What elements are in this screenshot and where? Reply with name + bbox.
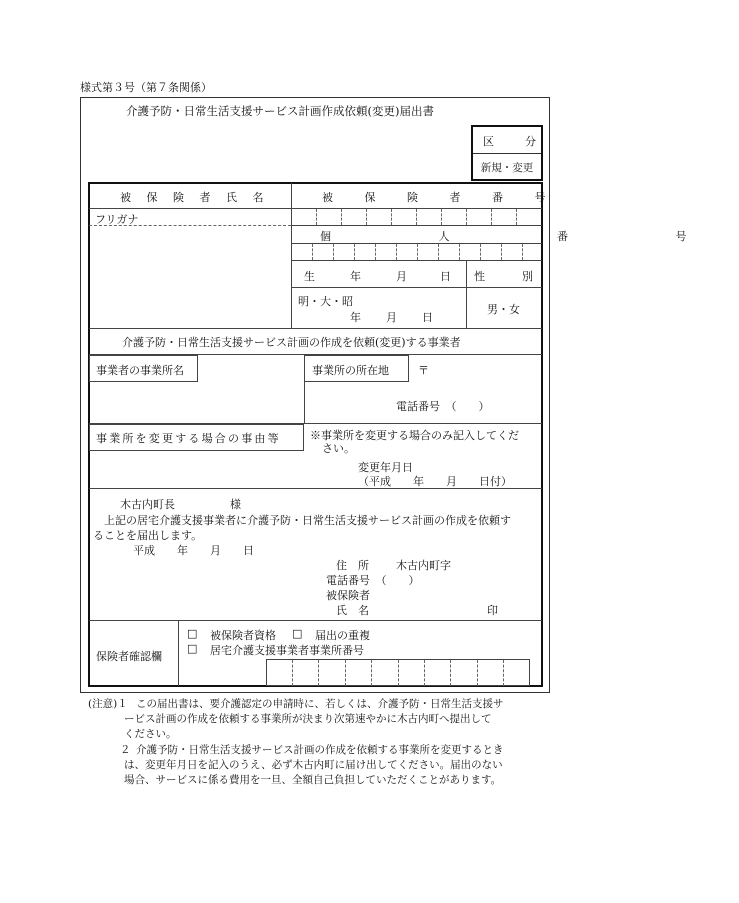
personal-number-header: 個 人 番 号 [320,230,739,243]
furigana-label: フリガナ [95,213,139,226]
item-duplicate: 届出の重複 [315,629,370,642]
applicant-phone[interactable]: 電話番号 （ ） [326,574,420,587]
insured-name-field[interactable] [92,226,288,326]
checkbox-duplicate[interactable]: □ [292,627,303,640]
birth-header-hi: 日 [440,270,451,283]
change-reason-field[interactable] [92,453,342,485]
applicant-insured-label: 被保険者 [326,589,370,602]
note1-line3: ください。 [124,728,177,740]
provider-section-header: 介護予防・日常生活支援サービス計画の作成を依頼(変更)する事業者 [122,336,461,349]
birth-unit-nen: 年 [350,311,361,324]
category-header-left: 区 [483,135,494,148]
furigana-field[interactable] [92,210,288,225]
note1-line2: ービス計画の作成を依頼する事業所が決まり次第速やかに木古内町へ提出して [124,713,492,725]
birth-era-options[interactable]: 明・大・昭 [298,295,353,308]
applicant-name-label: 氏 名 [336,604,369,617]
office-address-field[interactable] [410,358,538,388]
office-name-field[interactable] [92,384,300,421]
addressee: 木古内町長 様 [120,498,241,511]
change-reason-label: 事業所を変更する場合の事由等 [96,432,281,445]
sex-header-sei: 性 [474,270,485,283]
note2-number: ２ [120,744,131,756]
note2-line3: 場合、サービスに係る費用を一旦、全額自己負担していただくことがあります。 [124,774,502,786]
insured-number-header: 被 保 険 者 番 号 [322,191,560,204]
applicant-name-field[interactable] [380,600,480,614]
applicant-address-label: 住 所 [336,559,369,572]
office-phone-label[interactable]: 電話番号 （ ） [396,400,490,413]
declaration-line2: ることを届出します。 [93,529,203,542]
insurer-check-label: 保険者確認欄 [96,650,162,663]
birth-unit-tsuki: 月 [386,311,397,324]
checkbox-provider-number[interactable]: □ [187,642,198,655]
sex-header-betsu: 別 [522,270,533,283]
office-address-label: 事業所の所在地 [312,364,389,377]
category-header-right: 分 [525,135,536,148]
birth-header-nen: 年 [350,270,361,283]
declaration-date[interactable]: 平成 年 月 日 [133,544,254,557]
sex-options[interactable]: 男・女 [487,303,520,316]
category-value[interactable]: 新規・変更 [480,162,534,174]
change-note-line1: ※事業所を変更する場合のみ記入してくだ [310,429,519,442]
item-provider-number: 居宅介護支援事業者事業所番号 [210,644,364,657]
postal-mark: 〒 [418,364,429,377]
declaration-line1: 上記の居宅介護支援事業者に介護予防・日常生活支援サービス計画の作成を依頼す [104,514,511,527]
note1-line1: この届出書は、要介護認定の申請時に、若しくは、介護予防・日常生活支援サ [136,698,504,710]
note2-line2: は、変更年月日を記入のうえ、必ず木古内町に届け出してください。届出のない [124,759,503,771]
insured-name-header: 被 保 険 者 氏 名 [120,191,270,204]
change-note-line2: さい。 [322,442,355,455]
birth-header-tsuki: 月 [396,270,407,283]
change-date-label: 変更年月日 [358,461,413,474]
checkbox-insured-status[interactable]: □ [187,627,198,640]
form-title: 介護予防・日常生活支援サービス計画作成依頼(変更)届出書 [126,104,434,118]
note2-line1: 介護予防・日常生活支援サービス計画の作成を依頼する事業所を変更するとき [136,744,504,756]
change-date-field[interactable]: （平成 年 月 日付） [358,475,512,488]
form-number: 様式第３号（第７条関係） [80,81,212,94]
applicant-address-value[interactable]: 木古内町字 [396,559,451,572]
item-insured-status: 被保険者資格 [210,629,276,642]
office-name-label: 事業者の事業所名 [96,364,184,377]
birth-header-sei: 生 [304,270,315,283]
birth-unit-hi: 日 [422,311,433,324]
category-box [471,125,543,181]
personal-number-field[interactable] [292,244,542,260]
insured-number-field[interactable] [292,209,542,225]
seal-mark: 印 [487,604,498,617]
note1-prefix: (注意)１ [88,698,128,710]
